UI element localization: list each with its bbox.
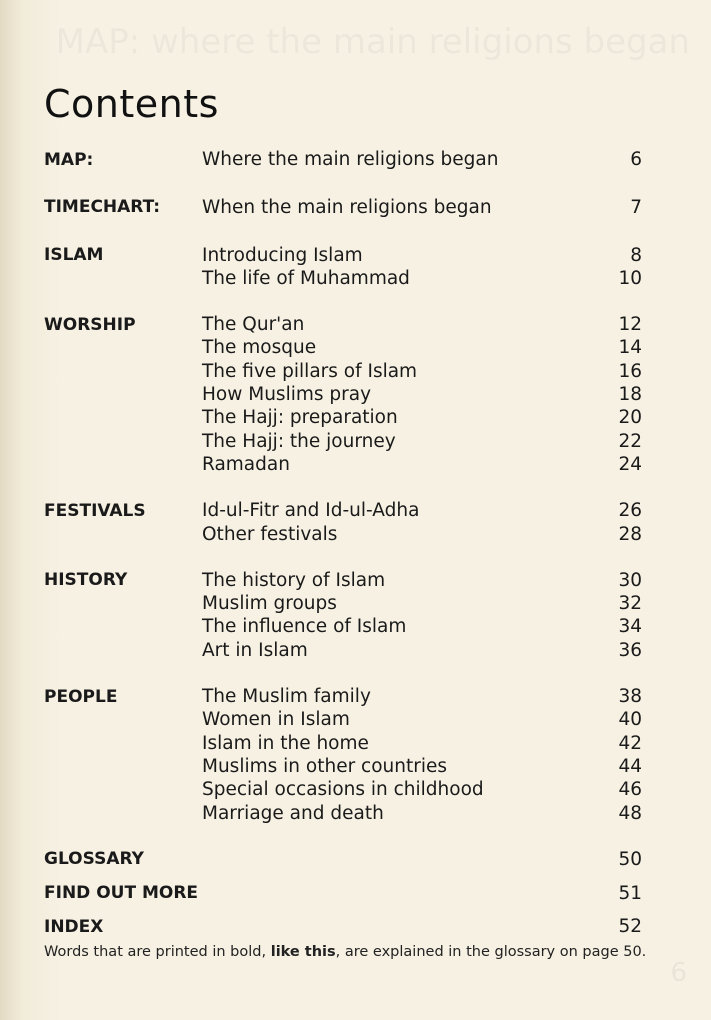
toc-entry[interactable] [202,360,642,383]
toc-section-people [44,685,642,825]
entry-label: The Qur'an [202,314,305,336]
toc-entry[interactable] [202,569,642,592]
table-of-contents [44,148,642,939]
entry-label: The Hajj: preparation [202,407,398,429]
toc-entry[interactable] [202,708,642,731]
entry-label: The influence of Islam [202,616,407,638]
toc-entry[interactable] [202,336,642,359]
toc-entry[interactable] [202,453,642,476]
toc-section-history [44,569,642,662]
section-title: HISTORY [44,570,128,591]
section-title: INDEX [44,916,104,937]
entry-label: The Hajj: the journey [202,430,396,452]
toc-entry[interactable] [202,615,642,638]
toc-entry[interactable] [202,685,642,708]
entry-page: 48 [618,802,642,824]
toc-section-festivals [44,499,642,546]
entry-label: Special occasions in childhood [202,779,484,801]
toc-entry[interactable] [202,639,642,662]
toc-entry[interactable] [202,383,642,406]
entry-page: 10 [618,267,642,289]
show-through-page-number: 6 [670,958,687,988]
entry-page: 28 [618,523,642,545]
toc-entry[interactable] [202,778,642,801]
toc-section-map [44,148,642,172]
entry-label: Other festivals [202,523,338,545]
entry-label: Marriage and death [202,802,384,824]
entry-label: Where the main religions began [202,149,499,170]
show-through-text [20,22,690,62]
entry-page: 32 [618,593,642,615]
section-title: MAP: [44,149,94,170]
entry-label: Art in Islam [202,639,308,661]
section-title: GLOSSARY [44,849,144,870]
entry-page: 6 [630,149,642,170]
toc-section-islam [44,244,642,291]
entry-label: Introducing Islam [202,244,363,266]
entry-page: 40 [618,709,642,731]
toc-entry[interactable] [202,802,642,825]
toc-entry[interactable] [202,732,642,755]
entry-page: 51 [618,882,642,904]
entry-page: 36 [618,639,642,661]
section-title: FESTIVALS [44,500,146,521]
entry-label: The history of Islam [202,569,386,591]
entry-label: Id-ul-Fitr and Id-ul-Adha [202,500,420,522]
entry-label: Islam in the home [202,732,369,754]
entry-label: The mosque [202,337,317,359]
entry-page: 16 [618,360,642,382]
page-title: Contents [44,82,219,126]
toc-entry[interactable] [202,148,642,171]
entry-page: 52 [618,916,642,938]
section-title: ISLAM [44,245,104,266]
entry-page: 20 [618,407,642,429]
entry-page: 7 [630,196,642,218]
entry-page: 22 [618,430,642,452]
section-title: PEOPLE [44,686,118,707]
entry-page: 44 [618,755,642,777]
entry-page: 26 [618,500,642,522]
entry-page: 42 [618,732,642,754]
toc-entry-glossary[interactable] [44,848,642,872]
entry-page: 50 [618,848,642,870]
toc-entry[interactable] [202,196,642,219]
note-text: Words that are printed in bold, [44,944,271,960]
toc-entry[interactable] [202,244,642,267]
entry-label: Women in Islam [202,709,350,731]
entry-page: 24 [618,453,642,475]
toc-section-timechart [44,196,642,220]
entry-label: The life of Muhammad [202,267,410,289]
toc-section-worship [44,313,642,476]
toc-entry[interactable] [202,406,642,429]
entry-page: 18 [618,384,642,406]
entry-label: When the main religions began [202,196,492,218]
entry-page: 8 [630,244,642,266]
section-title: TIMECHART: [44,197,161,218]
entry-label: The five pillars of Islam [202,360,418,382]
entry-page: 38 [618,686,642,708]
toc-entry[interactable] [202,755,642,778]
entry-page: 12 [618,314,642,336]
entry-label: The Muslim family [202,686,371,708]
toc-entry[interactable] [202,267,642,290]
toc-entry[interactable] [202,592,642,615]
toc-entry-find-out-more[interactable] [44,882,642,906]
entry-page: 46 [618,779,642,801]
entry-label: Muslims in other countries [202,755,448,777]
toc-entry[interactable] [202,523,642,546]
entry-page: 34 [618,616,642,638]
section-title: WORSHIP [44,314,136,335]
toc-entry-index[interactable] [44,915,642,939]
entry-label: Muslim groups [202,593,337,615]
entry-label: Ramadan [202,453,290,475]
toc-entry[interactable] [202,430,642,453]
section-title: FIND OUT MORE [44,883,199,904]
toc-entry[interactable] [202,499,642,522]
entry-page: 14 [618,337,642,359]
note-text: , are explained in the glossary on page 50. [335,944,647,960]
note-bold-example: like this [270,944,336,960]
entry-label: How Muslims pray [202,384,372,406]
toc-entry[interactable] [202,313,642,336]
glossary-note [44,944,646,960]
entry-page: 30 [618,569,642,591]
